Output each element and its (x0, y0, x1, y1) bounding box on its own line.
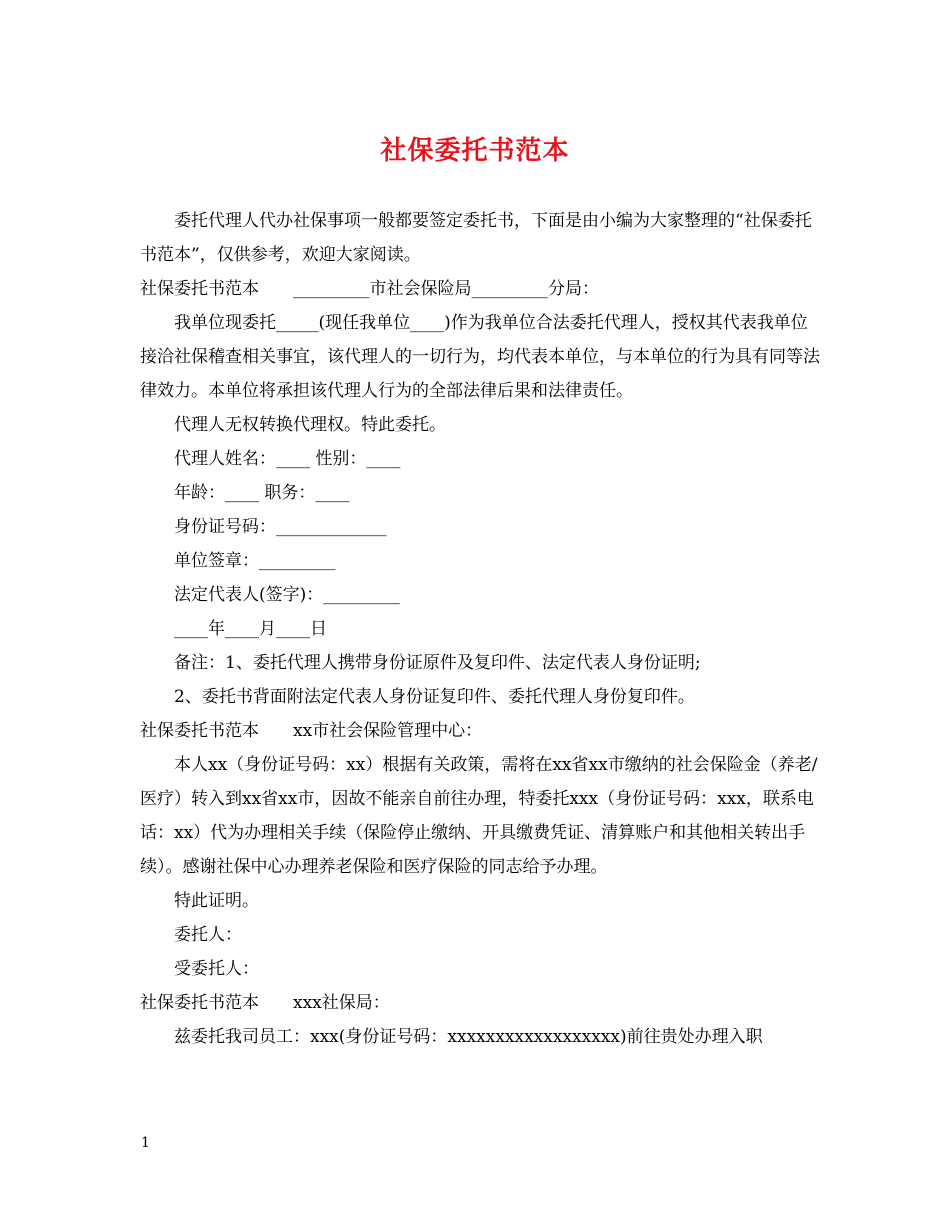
section-heading-1: 社保委托书范本 _________市社会保险局_________分局： (140, 279, 599, 299)
paragraph-authorization: 我单位现委托_____(现任我单位____)作为我单位合法委托代理人，授权其代表我单位接洽社保稽查相关事宜，该代理人的一切行为，均代表本单位，与本单位的行为具有同等法律效力。本单位将承担该代理人行为的全部法律后果和法律责任。 (140, 313, 820, 401)
paragraph-certify: 特此证明。 (174, 891, 259, 911)
document-title: 社保委托书范本 (380, 136, 570, 166)
field-date: ____年____月____日 (174, 619, 327, 639)
note-1: 备注：1、委托代理人携带身份证原件及复印件、法定代表人身份证明; (174, 653, 701, 673)
note-2: 2、委托书背面附法定代表人身份证复印件、委托代理人身份复印件。 (174, 687, 695, 707)
paragraph-no-transfer: 代理人无权转换代理权。特此委托。 (174, 415, 446, 435)
field-legal-representative: 法定代表人(签字)：_________ (174, 585, 400, 605)
paragraph-intro: 委托代理人代办社保事项一般都要签定委托书，下面是由小编为大家整理的“社保委托书范本”，仅供参考，欢迎大家阅读。 (140, 211, 812, 265)
document-body (140, 204, 820, 1054)
field-id-number: 身份证号码：_____________ (174, 517, 387, 537)
field-unit-seal: 单位签章：_________ (174, 551, 336, 571)
page-number: 1 (141, 1135, 150, 1151)
section-heading-2: 社保委托书范本 xx市社会保险管理中心： (140, 721, 483, 741)
paragraph-employee-entrust: 兹委托我司员工：xxx(身份证号码：xxxxxxxxxxxxxxxxxx)前往贵处办理入职 (174, 1027, 763, 1047)
field-principal: 委托人： (174, 925, 242, 945)
paragraph-transfer-request: 本人xx（身份证号码：xx）根据有关政策，需将在xx省xx市缴纳的社会保险金（养老/医疗）转入到xx省xx市，因故不能亲自前往办理，特委托xxx（身份证号码：xxx，联系电话：xx）代为办理相关手续（保险停止缴纳、开具缴费凭证、清算账户和其他相关转出手续）。感谢社保中心办理养老保险和医疗保险的同志给予办理。 (140, 755, 818, 877)
field-agent: 受委托人： (174, 959, 259, 979)
field-age-position: 年龄：____ 职务：____ (174, 483, 350, 503)
field-agent-name-gender: 代理人姓名：____ 性别：____ (174, 449, 401, 469)
section-heading-3: 社保委托书范本 xxx社保局： (140, 993, 390, 1013)
